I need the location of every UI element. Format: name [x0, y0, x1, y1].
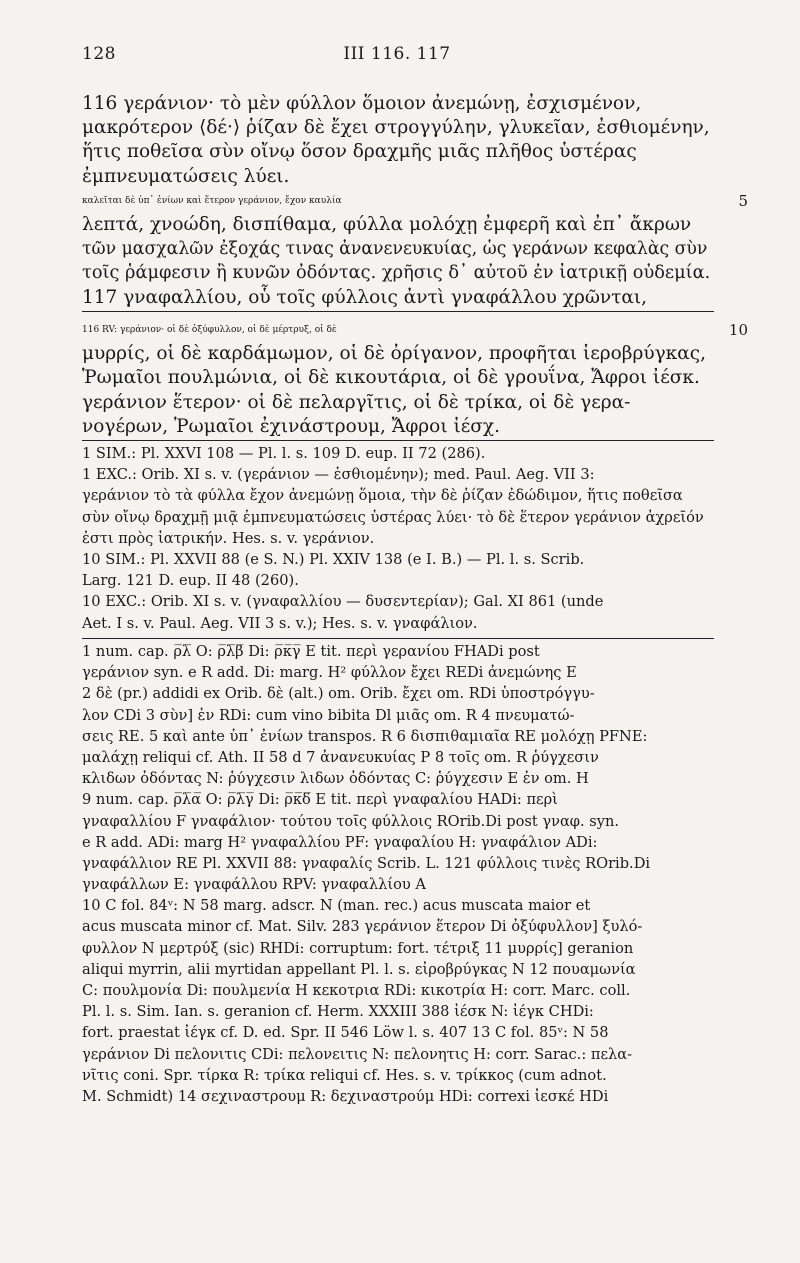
main-text-line: μακρότερον ⟨δέ·⟩ ῥίζαν δὲ ἔχει στρογγύλην, γλυκεῖαν, ἐσθιομένην, — [82, 117, 710, 139]
testimonia-line: 10 EXC.: Orib. XI s. v. (γναφαλλίου — δυσεντερίαν); Gal. XI 861 (unde — [82, 593, 604, 611]
apparatus-line: 9 num. cap. ρ̅λ̅α̅ O: ρ̅λ̅γ̅ Di: ρ̅κ̅δ̅ E tit. περὶ γναφαλίου HADi: περὶ — [82, 791, 558, 809]
main-text-line: τοῖς ῥάμφεσιν ἢ κυνῶν ὀδόντας. χρῆσις δ᾽ αὐτοῦ ἐν ἰατρικῇ οὐδεμία. — [82, 263, 711, 284]
testimonia-line: Aet. I s. v. Paul. Aeg. VII 3 s. v.); Hes. s. v. γναφάλιον. — [82, 614, 478, 632]
line-number: 5 — [738, 191, 748, 210]
critical-apparatus — [82, 641, 714, 1107]
apparatus-line: fort. praestat ἰέγκ cf. D. ed. Spr. II 546 Löw l. s. 407 13 C fol. 85ᵛ: N 58 — [82, 1024, 609, 1042]
main-text-line: 117 γναφαλλίου, οὗ τοῖς φύλλοις ἀντὶ γναφάλλου χρῶνται, — [82, 286, 648, 308]
apparatus-line: e R add. ADi: marg H² γναφαλλίου PF: γναφαλίου H: γναφάλιον ADi: — [82, 833, 598, 851]
apparatus-line: λον CDi 3 σὺν] ἐν RDi: cum vino bibita Dl μιᾶς om. R 4 πνευματώ- — [82, 706, 575, 724]
main-text-line: 116 γεράνιον· τὸ μὲν φύλλον ὅμοιον ἀνεμώνῃ, ἐσχισμένον, — [82, 93, 642, 114]
testimonia-line: 10 SIM.: Pl. XXVII 88 (e S. N.) Pl. XXIV 138 (e I. B.) — Pl. l. s. Scrib. — [82, 550, 585, 568]
apparatus-line: σεις RE. 5 καὶ ante ὑπ᾽ ἐνίων transpos. R 6 δισπιθαμιαῖα RE μολόχῃ PFNE: — [82, 727, 648, 745]
running-head — [82, 44, 712, 70]
rv-text-line: Ῥωμαῖοι πουλμώνια, οἱ δὲ κικουτάρια, οἱ δὲ γρουΐνα, Ἄφροι ἰέσκ. — [82, 367, 700, 389]
apparatus-line: νῖτις coni. Spr. τίρκα R: τρίκα reliqui cf. Hes. s. v. τρίκκος (cum adnot. — [82, 1066, 607, 1084]
divider-rule — [82, 638, 714, 639]
main-text-line: ἐμπνευματώσεις λύει. — [82, 165, 290, 187]
apparatus-line: 1 num. cap. ρ̅λ̅ O: ρ̅λ̅β̅ Di: ρ̅κ̅γ̅ E tit. περὶ γερανίου FHADi post — [82, 643, 540, 660]
main-text — [82, 92, 748, 310]
apparatus-line: γναφαλλίου F γναφάλιον· τούτου τοῖς φύλλοις ROrib.Di post γναφ. syn. — [82, 812, 620, 830]
apparatus-line: γναφάλλων E: γναφάλλου RPV: γναφαλλίου A — [82, 876, 426, 894]
main-text-line: καλεῖται δὲ ὑπ᾽ ἐνίων καὶ ἕτερον γεράνιον, ἔχον καυλία 5 — [82, 189, 714, 213]
main-text-line: λεπτά, χνοώδη, δισπίθαμα, φύλλα μολόχῃ ἐμφερῆ καὶ ἐπ᾽ ἄκρων — [82, 213, 692, 235]
rv-text-line: γεράνιον ἕτερον· οἱ δὲ πελαργῖτις, οἱ δὲ τρίκα, οἱ δὲ γερα- — [82, 391, 631, 413]
apparatus-line: M. Schmidt) 14 σεχιναστρουμ R: δεχιναστρούμ HDi: correxi ἰεσκέ HDi — [82, 1087, 609, 1105]
testimonia-line: σὺν οἴνῳ δραχμῇ μιᾷ ἐμπνευματώσεις ὑστέρας λύει· τὸ δὲ ἕτερον γεράνιον ἀχρεῖόν — [82, 508, 704, 526]
rv-text-line: νογέρων, Ῥωμαῖοι ἐχινάστρουμ, Ἄφροι ἰέσχ. — [82, 415, 501, 437]
testimonia-line: 1 SIM.: Pl. XXVI 108 — Pl. l. s. 109 D. eup. II 72 (286). — [82, 445, 486, 462]
apparatus-line: C: πουλμονία Di: πουλμενία H κεκοτρια RDi: κικοτρία H: corr. Marc. coll. — [82, 982, 631, 999]
main-text-line: ἥτις ποθεῖσα σὺν οἴνῳ ὅσον δραχμῆς μιᾶς πλῆθος ὑστέρας — [82, 141, 637, 163]
rv-text-line: 116 RV: γεράνιον· οἱ δὲ ὀξύφυλλον, οἱ δὲ μέρτρυξ, οἱ δὲ 10 — [82, 318, 714, 342]
line-number: 10 — [728, 321, 748, 339]
main-text-line: τῶν μασχαλῶν ἐξοχάς τινας ἀνανενευκυίας, ὡς γεράνων κεφαλὰς σὺν — [82, 239, 708, 260]
apparatus-line: acus muscata minor cf. Mat. Silv. 283 γεράνιον ἕτερον Di ὀξύφυλλον] ξυλό- — [82, 918, 643, 936]
testimonia-line: γεράνιον τὸ τὰ φύλλα ἔχον ἀνεμώνῃ ὅμοια, τὴν δὲ ῥίζαν ἐδώδιμον, ἥτις ποθεῖσα — [82, 487, 683, 505]
section-reference: III 116. 117 — [343, 44, 451, 64]
apparatus-line: κλιδων ὀδόντας N: ῥύγχεσιν λιδων ὀδόντας C: ῥύγχεσιν E ἐν om. H — [82, 770, 589, 788]
page-number: 128 — [82, 44, 116, 64]
apparatus-line: γναφάλλιον RE Pl. XXVII 88: γναφαλίς Scrib. L. 121 φύλλοις τινὲς ROrib.Di — [82, 854, 651, 872]
testimonia-line: 1 EXC.: Orib. XI s. v. (γεράνιον — ἐσθιομένην); med. Paul. Aeg. VII 3: — [82, 466, 595, 484]
testimonia-line: ἐστι πρὸς ἰατρικήν. Hes. s. v. γεράνιον. — [82, 529, 375, 547]
divider-rule — [82, 311, 714, 312]
apparatus-line: aliqui myrrin, alii myrtidan appellant Pl. l. s. εἰροβρύγκας N 12 πουαμωνία — [82, 960, 636, 978]
apparatus-line: Pl. l. s. Sim. Ian. s. geranion cf. Herm. XXXIII 388 ἰέσκ N: ἰέγκ CHDi: — [82, 1003, 594, 1021]
apparatus-line: 2 δὲ (pr.) addidi ex Orib. δὲ (alt.) om. Orib. ἔχει om. RDi ὑποστρόγγυ- — [82, 685, 595, 703]
testimonia-line: Larg. 121 D. eup. II 48 (260). — [82, 572, 299, 590]
rv-synonyms — [82, 318, 748, 439]
rv-text-line: μυρρίς, οἱ δὲ καρδάμωμον, οἱ δὲ ὀρίγανον, προφῆται ἱεροβρύγκας, — [82, 343, 706, 365]
apparatus-line: γεράνιον Di πελονιτις CDi: πελονειτις N: πελονητις H: corr. Sarac.: πελα- — [82, 1045, 633, 1063]
apparatus-line: γεράνιον syn. e R add. Di: marg. H² φύλλον ἔχει REDi ἀνεμώνης E — [82, 664, 577, 682]
divider-rule — [82, 440, 714, 441]
apparatus-line: φυλλον N μερτρύξ (sic) RHDi: corruptum: fort. τέτριξ 11 μυρρίς] geranion — [82, 939, 634, 957]
apparatus-line: μαλάχῃ reliqui cf. Ath. II 58 d 7 ἀνανευκυίας P 8 τοῖς om. R ῥύγχεσιν — [82, 748, 599, 766]
testimonia — [82, 443, 714, 634]
apparatus-line: 10 C fol. 84ᵛ: N 58 marg. adscr. N (man. rec.) acus muscata maior et — [82, 897, 591, 915]
